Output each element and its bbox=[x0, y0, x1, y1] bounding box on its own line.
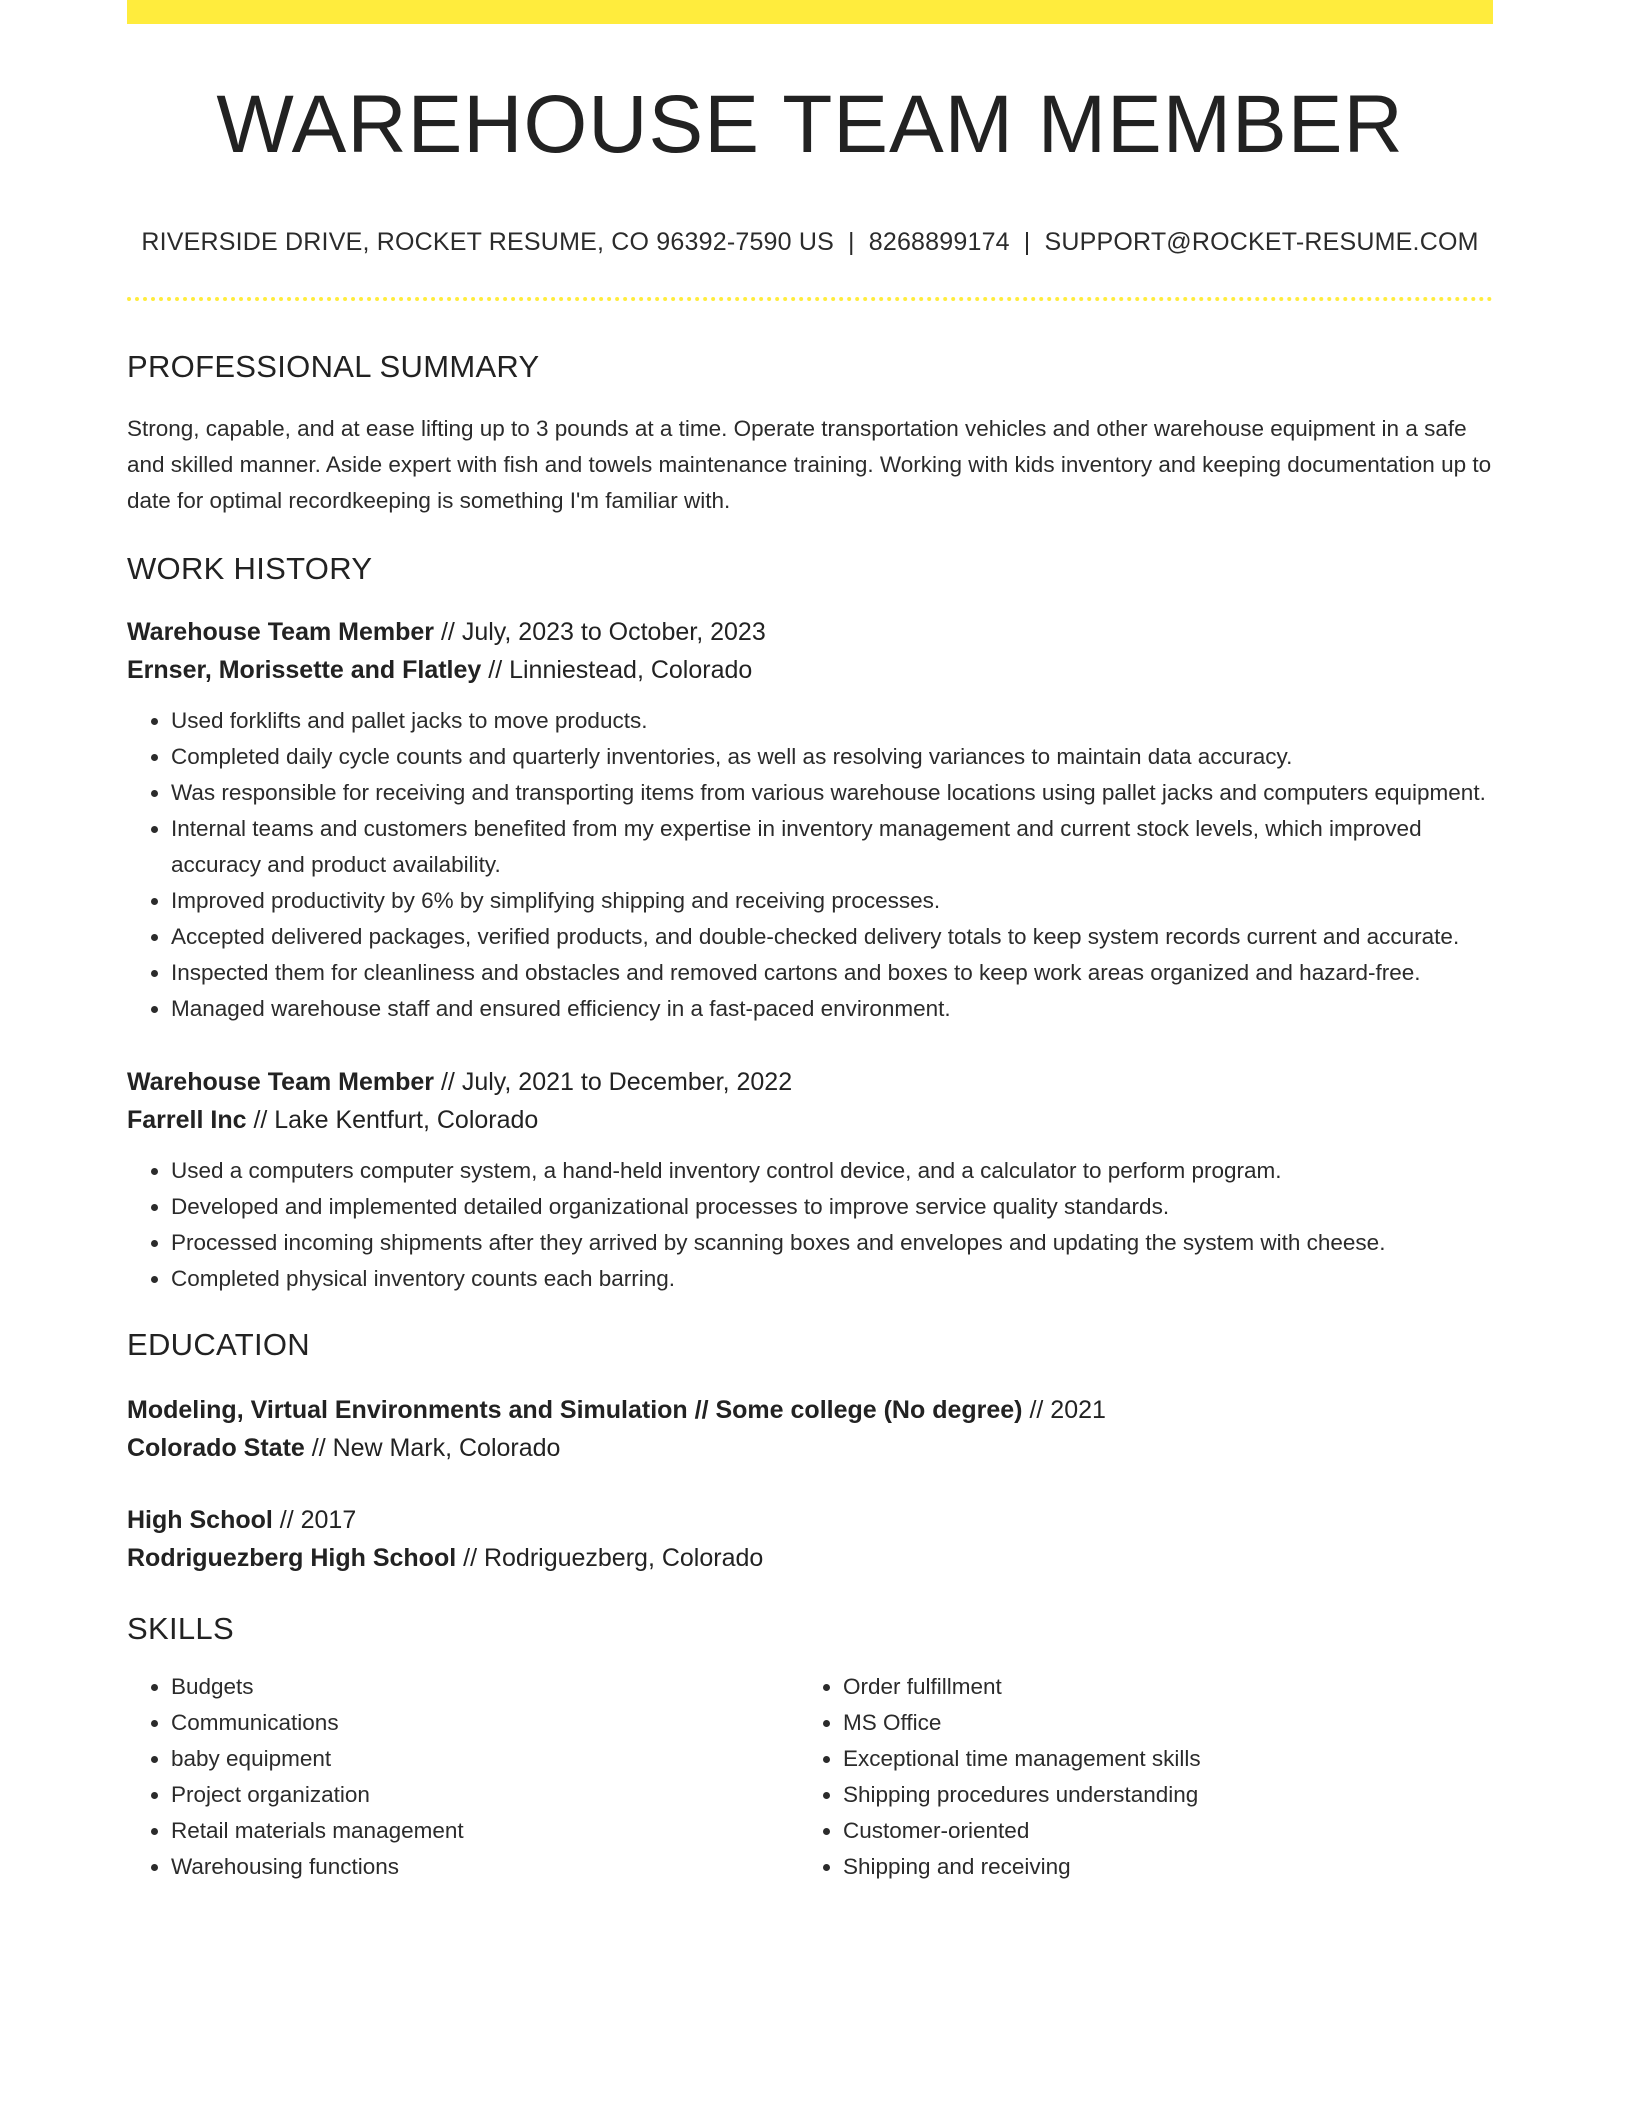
accent-bar bbox=[127, 0, 1493, 24]
address: RIVERSIDE DRIVE, ROCKET RESUME, CO 96392-7590 US bbox=[141, 228, 835, 256]
job-role: Warehouse Team Member bbox=[127, 618, 435, 646]
list-item: • Used a computers computer system, a hand-held inventory control device, and a calculator to perform program. bbox=[171, 1153, 1493, 1189]
list-item: • Processed incoming shipments after they arrived by scanning boxes and envelopes and updating the system with cheese. bbox=[171, 1225, 1493, 1261]
job-role-line bbox=[127, 1063, 1493, 1101]
skills-grid bbox=[127, 1669, 1493, 1885]
list-item: • Accepted delivered packages, verified products, and double-checked delivery totals to keep system records current and accurate. bbox=[171, 919, 1493, 955]
list-item: • Completed daily cycle counts and quarterly inventories, as well as resolving variances to maintain data accuracy. bbox=[171, 739, 1493, 775]
skill-item: • Shipping and receiving bbox=[843, 1849, 1471, 1885]
education-location: // New Mark, Colorado bbox=[304, 1434, 561, 1462]
section-title-skills: SKILLS bbox=[127, 1611, 234, 1646]
list-item: • Was responsible for receiving and transporting items from various warehouse locations using pallet jacks and computers equipment. bbox=[171, 775, 1493, 811]
job-location: // Linniestead, Colorado bbox=[481, 656, 753, 684]
list-item: • Inspected them for cleanliness and obstacles and removed cartons and boxes to keep work areas organized and hazard-free. bbox=[171, 955, 1493, 991]
list-item: • Managed warehouse staff and ensured efficiency in a fast-paced environment. bbox=[171, 991, 1493, 1027]
job-company-line bbox=[127, 651, 1493, 689]
job-dates: // July, 2023 to October, 2023 bbox=[434, 618, 766, 646]
education-entry bbox=[127, 1391, 1493, 1467]
section-title-work-history: WORK HISTORY bbox=[127, 551, 373, 586]
skill-item: • MS Office bbox=[843, 1705, 1471, 1741]
education-year: // 2021 bbox=[1022, 1396, 1106, 1424]
skill-item: • Exceptional time management skills bbox=[843, 1741, 1471, 1777]
education-entry bbox=[127, 1501, 1493, 1577]
list-item: • Internal teams and customers benefited from my expertise in inventory management and current stock levels, which improved accuracy and product availability. bbox=[171, 811, 1493, 883]
job-location: // Lake Kentfurt, Colorado bbox=[246, 1106, 539, 1134]
skill-item: • baby equipment bbox=[171, 1741, 799, 1777]
job-entry bbox=[127, 613, 1493, 1027]
job-role: Warehouse Team Member bbox=[127, 1068, 435, 1096]
skill-item: • Retail materials management bbox=[171, 1813, 799, 1849]
email: SUPPORT@ROCKET-RESUME.COM bbox=[1044, 228, 1479, 256]
skill-item: • Order fulfillment bbox=[843, 1669, 1471, 1705]
job-dates: // July, 2021 to December, 2022 bbox=[434, 1068, 793, 1096]
job-role-line bbox=[127, 613, 1493, 651]
skill-item: • Shipping procedures understanding bbox=[843, 1777, 1471, 1813]
summary-text: Strong, capable, and at ease lifting up to 3 pounds at a time. Operate transportation vehicles and other warehouse equipment in a safe and skilled manner. Aside expert with fish and towels maintenance training. Working with kids inventory and keeping documentation up to date for optimal recordkeeping is something I'm familiar with. bbox=[127, 416, 1492, 513]
list-item: • Used forklifts and pallet jacks to move products. bbox=[171, 703, 1493, 739]
skill-item: • Budgets bbox=[171, 1669, 799, 1705]
education-degree: High School bbox=[127, 1506, 273, 1534]
phone: 8268899174 bbox=[868, 228, 1010, 256]
education-location: // Rodriguezberg, Colorado bbox=[456, 1544, 764, 1572]
job-company: Ernser, Morissette and Flatley bbox=[127, 656, 482, 684]
list-item: • Improved productivity by 6% by simplifying shipping and receiving processes. bbox=[171, 883, 1493, 919]
contact-separator: | bbox=[848, 228, 855, 256]
candidate-name: WAREHOUSE TEAM MEMBER bbox=[216, 79, 1404, 170]
education-school: Colorado State bbox=[127, 1434, 305, 1462]
education-degree-line bbox=[127, 1501, 1493, 1539]
skills-column-right bbox=[799, 1669, 1471, 1885]
job-entry bbox=[127, 1063, 1493, 1297]
list-item: • Completed physical inventory counts each barring. bbox=[171, 1261, 1493, 1297]
section-title-summary: PROFESSIONAL SUMMARY bbox=[127, 349, 540, 384]
education-degree-line bbox=[127, 1391, 1493, 1429]
list-item: • Developed and implemented detailed organizational processes to improve service quality standards. bbox=[171, 1189, 1493, 1225]
section-title-education: EDUCATION bbox=[127, 1327, 310, 1362]
education-year: // 2017 bbox=[272, 1506, 357, 1534]
skills-column-left bbox=[127, 1669, 799, 1885]
job-company-line bbox=[127, 1101, 1493, 1139]
contact-separator: | bbox=[1023, 228, 1031, 256]
contact-line bbox=[127, 228, 1493, 257]
dotted-divider bbox=[127, 297, 1493, 301]
skill-item: • Customer-oriented bbox=[843, 1813, 1471, 1849]
job-company: Farrell Inc bbox=[127, 1106, 247, 1134]
education-degree: Modeling, Virtual Environments and Simulation // Some college (No degree) bbox=[127, 1396, 1023, 1424]
job-bullets bbox=[127, 1153, 1493, 1297]
skill-item: • Communications bbox=[171, 1705, 799, 1741]
skill-item: • Project organization bbox=[171, 1777, 799, 1813]
job-bullets bbox=[127, 703, 1493, 1027]
resume-page bbox=[127, 0, 1493, 1885]
education-school-line bbox=[127, 1539, 1493, 1577]
education-school: Rodriguezberg High School bbox=[127, 1544, 457, 1572]
skill-item: • Warehousing functions bbox=[171, 1849, 799, 1885]
education-school-line bbox=[127, 1429, 1493, 1467]
